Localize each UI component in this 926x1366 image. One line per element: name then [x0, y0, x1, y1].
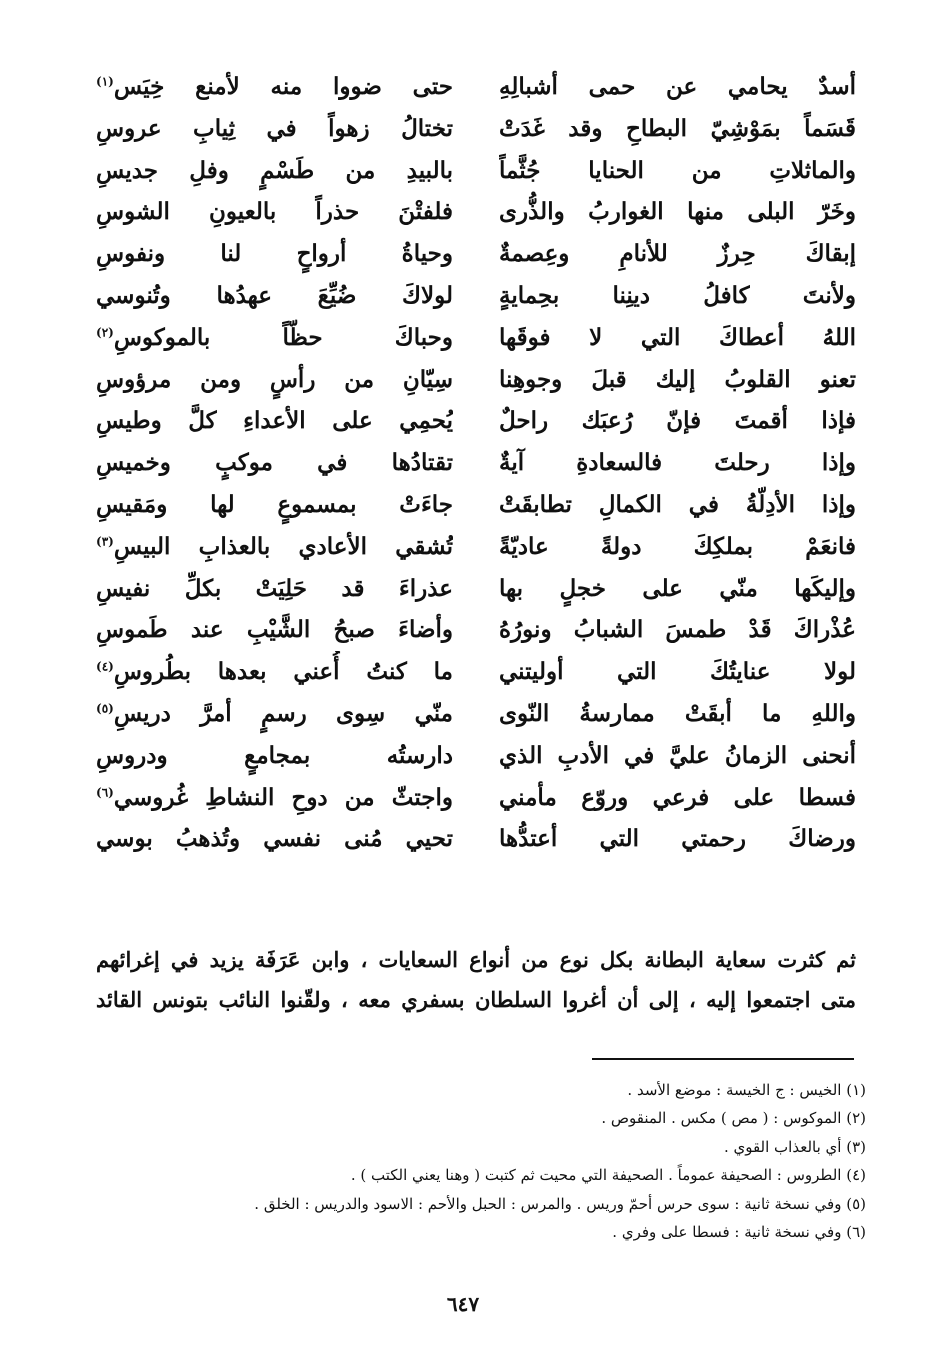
verse-left-hemistich — [96, 609, 453, 651]
verse-text: واجتثّ من دوحِ النشاطِ غُروسي — [113, 783, 453, 811]
verse-text: جاءَتْ بمسموعٍ لها ومَقيسِ — [96, 490, 453, 518]
verse-text: يُحمِي على الأعداءِ كلَّ وطيسِ — [96, 407, 453, 435]
verse-text: فانعَمْ بملكِكَ دولةً عاديّةً — [499, 532, 856, 560]
verse-left-hemistich — [96, 484, 453, 526]
verse-text: وإذا الأدِلّةُ في الكمالِ تطابقَتْ — [499, 490, 856, 518]
verse-left-hemistich — [96, 191, 453, 233]
verse-left-hemistich — [96, 442, 453, 484]
verse-text: ولأنتَ كافلُ دينِنا بحِمايةٍ — [499, 281, 856, 309]
verse-right-hemistich — [499, 108, 856, 150]
verse-text: وخَرّ البلى منها الغواربُ والذُّرى — [499, 198, 856, 226]
verse-left-hemistich — [96, 400, 453, 442]
verse-right-hemistich — [499, 66, 856, 108]
verse-right-hemistich — [499, 693, 856, 735]
footnote-marker: (٢) — [96, 325, 114, 340]
footnote-marker: (٥) — [96, 701, 114, 716]
verse-text: منّي سِوى رسمٍ أمرَّ دريسِ — [113, 699, 453, 727]
verse-right-hemistich — [499, 359, 856, 401]
verse-text: أسدٌ يحامي عن حمى أشبالِهِ — [499, 73, 856, 100]
page-number: ٦٤٧ — [446, 1292, 480, 1316]
verse-text: فسطا على فرعي وروّع مأمني — [499, 783, 856, 811]
verse-text: أنحنى الزمانُ عليَّ في الأدبِ الذي — [499, 741, 856, 769]
verse-left-hemistich — [96, 568, 453, 610]
footnotes — [96, 1076, 866, 1246]
verse-right-hemistich — [499, 651, 856, 693]
verse-left-hemistich — [96, 735, 453, 777]
verse-text: بالبيدِ من طَسْمٍ وفلِ جديسِ — [96, 156, 453, 184]
verse-left-hemistich — [96, 526, 453, 568]
footnote-marker: (١) — [96, 74, 114, 89]
verse-left-hemistich — [96, 66, 453, 108]
verse-left-hemistich — [96, 777, 453, 819]
footnote-2: (٢) الموكوس : ( مص ) مكس . المنقوص . — [601, 1109, 866, 1128]
verse-text: اللهُ أعطاكَ التي لا فوقَها — [499, 323, 856, 351]
footnote-4: (٤) الطروس : الصحيفة عموماً . الصحيفة التي محيت ثم كتبت ( وهنا يعني الكتب ) . — [350, 1166, 866, 1185]
prose-line-2: متى اجتمعوا إليه ، إلى أن أغروا السلطان بسفري معه ، ولقّنوا النائب بتونس القائد — [96, 987, 856, 1012]
verse-left-hemistich — [96, 108, 453, 150]
verse-text: تختالُ زهواً في ثِيابِ عروسِ — [96, 114, 453, 142]
poem-verses — [96, 66, 856, 860]
verse-text: تعنو القلوبُ إليك قبلَ وجوهِنا — [499, 365, 856, 393]
verse-right-hemistich — [499, 317, 856, 359]
verse-right-hemistich — [499, 484, 856, 526]
verse-right-hemistich — [499, 150, 856, 192]
verse-left-hemistich — [96, 317, 453, 359]
footnote-5: (٥) وفي نسخة ثانية : سوى حرس أحمّ وريس . والمرس : الحبل والأحم : الاسود والدريس : الخلق . — [254, 1194, 866, 1213]
verse-text: حتى ضووا منه لأمنع خِيَس — [113, 73, 453, 100]
verse-text: عذراءَ قد حَلِيَتْ بكلِّ نفيسِ — [96, 574, 453, 602]
verse-text: تُشقي الأعادي بالعذابِ البيسِ — [113, 532, 453, 560]
footnote-3: (٣) أي بالعذاب القوي . — [723, 1137, 866, 1156]
verse-right-hemistich — [499, 233, 856, 275]
verse-text: تقتادُها في موكبٍ وخميسِ — [96, 449, 453, 477]
footnote-marker: (٦) — [96, 784, 114, 799]
verse-text: قَسَماً بمَوْشِيّ البطاحِ وقد غَدَتْ — [499, 114, 856, 142]
verse-left-hemistich — [96, 651, 453, 693]
prose-line-1: ثم كثرت سعاية البطانة بكل نوع من أنواع السعايات ، وابن عَرَفَة يزيد في إغرائهم — [96, 947, 856, 972]
verse-right-hemistich — [499, 442, 856, 484]
verse-text: فلفتْنَ حذراً بالعيونِ الشوسِ — [96, 198, 453, 226]
footnote-6: (٦) وفي نسخة ثانية : فسطا على وفري . — [612, 1223, 866, 1242]
verse-text: وأضاءَ صبحُ الشَّيْبِ عند طَموسِ — [96, 616, 453, 644]
verse-right-hemistich — [499, 735, 856, 777]
verse-text: دارستُه بمجامعٍ ودروسِ — [96, 741, 453, 769]
verse-left-hemistich — [96, 233, 453, 275]
verse-right-hemistich — [499, 568, 856, 610]
verse-text: فإذا أقمتَ فإنّ رُعبَك راحلٌ — [499, 407, 856, 435]
verse-text: عُذْراكَ قَدْ طمسَ الشبابُ ونورُهُ — [499, 616, 856, 644]
verse-text: وحباكَ حظّاً بالموكوسِ — [113, 323, 453, 351]
verse-text: ما كنتُ أُعني بعدها بطُروسِ — [113, 658, 453, 686]
verse-right-hemistich — [499, 275, 856, 317]
verse-text: وحياةُ أرواحٍ لنا ونفوسِ — [96, 240, 453, 268]
verse-text: وإليكَها منّي على خجلٍ بها — [499, 574, 856, 602]
verse-text: والماثلاتِ من الحنايا جُثَّماً — [499, 156, 856, 184]
prose-paragraph — [96, 940, 856, 1020]
verse-text: ورضاكَ رحمتي التي أعتدُّها — [499, 825, 856, 853]
verse-right-hemistich — [499, 526, 856, 568]
verse-text: واللهِ ما أبقَتْ ممارسةُ النّوى — [499, 699, 856, 727]
verse-right-hemistich — [499, 400, 856, 442]
verse-text: سِيّانِ من رأسٍ ومن مرؤوسِ — [96, 365, 453, 393]
verse-left-hemistich — [96, 818, 453, 860]
verse-right-hemistich — [499, 818, 856, 860]
footnote-marker: (٣) — [96, 534, 114, 549]
footnote-1: (١) الخيس : ج الخيسة : موضع الأسد . — [627, 1081, 866, 1099]
verse-left-hemistich — [96, 275, 453, 317]
footnote-marker: (٤) — [96, 659, 114, 674]
verse-right-hemistich — [499, 777, 856, 819]
verse-text: لولا عنايتُكَ التي أوليتني — [499, 658, 856, 686]
footnote-divider — [592, 1058, 854, 1060]
verse-text: لولاكَ ضُيِّعَ عهدُها وتُنوسي — [96, 281, 453, 309]
verse-text: تحيي مُنى نفسي وتُذهبُ بوسي — [96, 825, 453, 853]
verse-right-hemistich — [499, 609, 856, 651]
verse-right-hemistich — [499, 191, 856, 233]
verse-left-hemistich — [96, 693, 453, 735]
verse-text: وإذا رحلتَ فالسعادةِ آيةٌ — [499, 449, 856, 477]
verse-left-hemistich — [96, 359, 453, 401]
verse-text: إبقاكَ حِرزٌ للأنامِ وعِصمةٌ — [499, 240, 856, 268]
verse-left-hemistich — [96, 150, 453, 192]
